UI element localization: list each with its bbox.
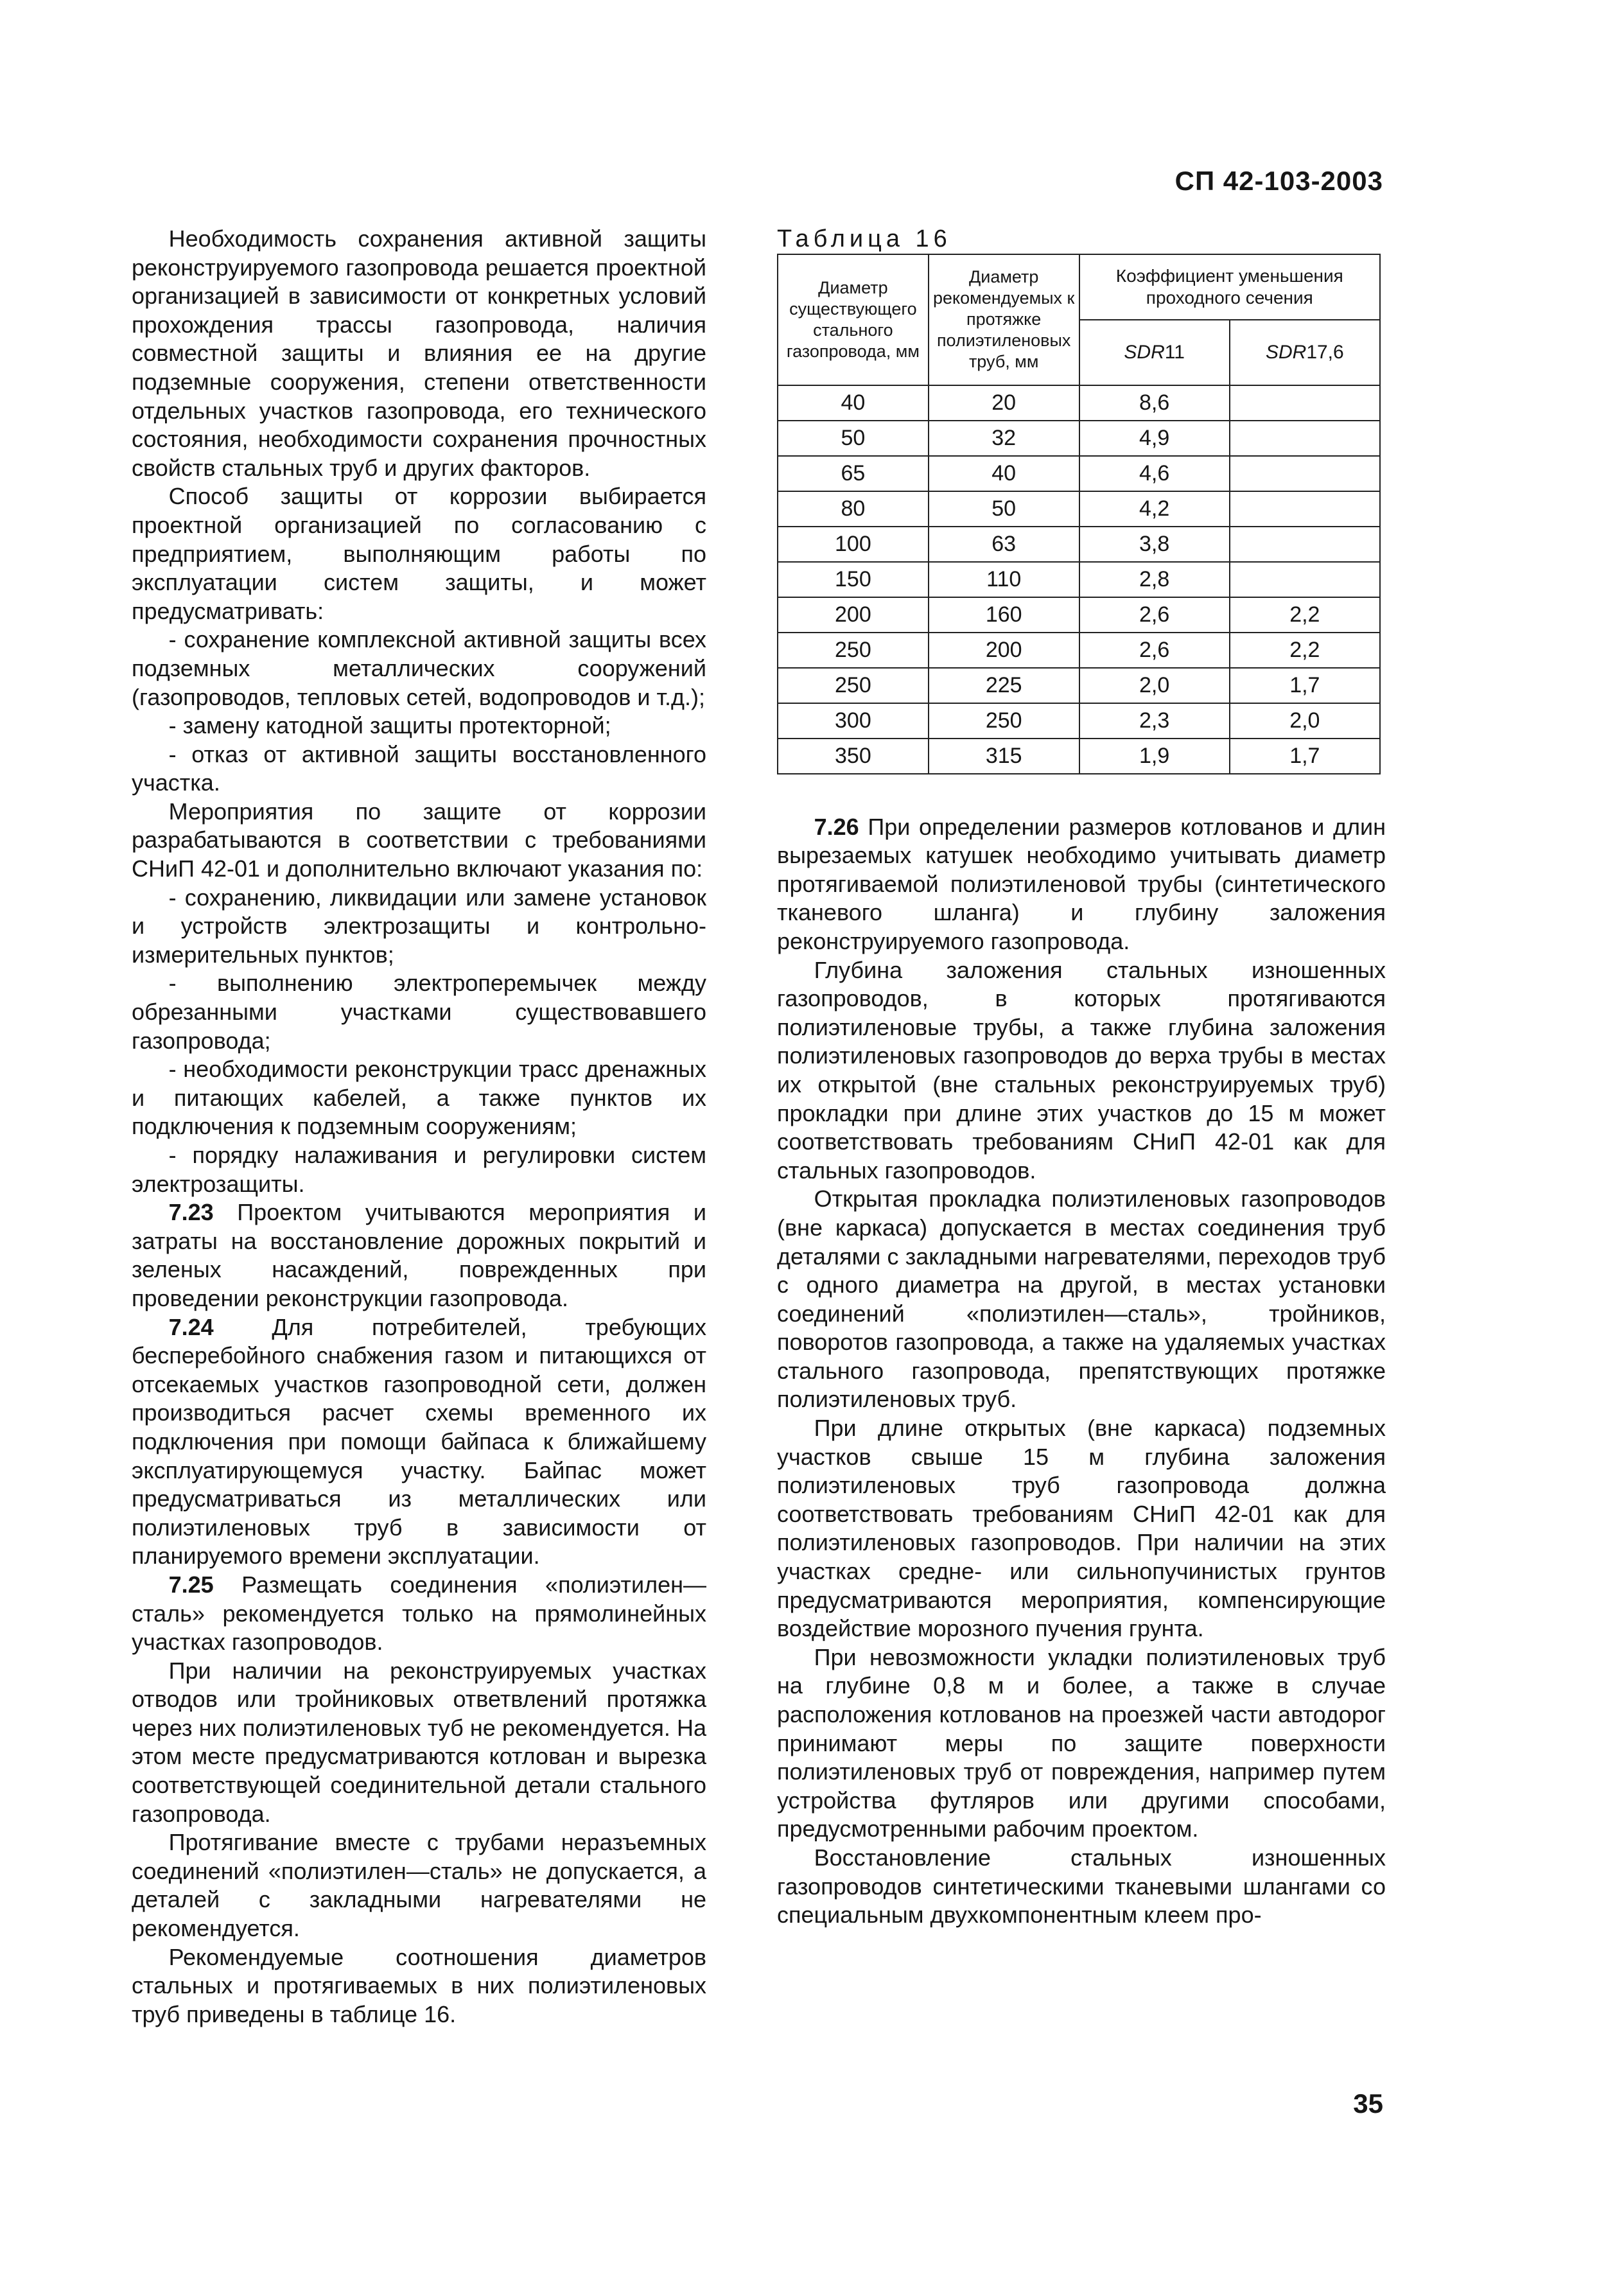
table-cell: 80 (778, 491, 929, 527)
table-row (778, 739, 1380, 774)
table-cell: 40 (778, 385, 929, 421)
right-column (777, 225, 1386, 1930)
paragraph: Необходимость сохранения активной защиты реконструируемого газопровода решается проектной организацией в зависимости от конкретных условий прохождения трассы газопровода, наличия совместной защиты и влияния ее на другие подземные сооружения, степени ответственности отдельных участков газопровода, его технического состояния, необходимости сохранения прочностных свойств стальных труб и других факторов. (132, 225, 706, 481)
header-sdr17-6: SDR17,6 (1230, 320, 1380, 385)
table-row (778, 385, 1380, 421)
table-cell: 2,0 (1079, 668, 1230, 703)
table-cell (1230, 527, 1380, 562)
clause-number: 7.24 (168, 1313, 214, 1340)
table-row (778, 562, 1380, 597)
header-reduction-coefficient: Коэффициент уменьшения проходного сечения (1079, 254, 1380, 320)
header-existing-diameter: Диаметр существующего стального газопровода, мм (778, 254, 929, 385)
paragraph: Мероприятия по защите от коррозии разрабатываются в соответствии с требованиями СНиП 42-01 и дополнительно включают указания по: (132, 798, 706, 882)
table-cell: 200 (929, 633, 1079, 668)
table-cell (1230, 421, 1380, 456)
table-cell: 50 (778, 421, 929, 456)
table-cell: 3,8 (1079, 527, 1230, 562)
table-cell: 63 (929, 527, 1079, 562)
table-cell: 8,6 (1079, 385, 1230, 421)
table-cell: 2,0 (1230, 703, 1380, 739)
table-body (778, 385, 1380, 774)
table-cell: 250 (778, 633, 929, 668)
table-cell: 110 (929, 562, 1079, 597)
clause-7-23: 7.23 Проектом учитываются мероприятия и затраты на восстановление дорожных покрытий и зеленых насаждений, поврежденных при проведении реконструкции газопровода. (132, 1199, 706, 1311)
left-column (132, 225, 706, 2029)
paragraph: Глубина заложения стальных изношенных газопроводов, в которых протягиваются полиэтиленовые трубы, а также глубина заложения полиэтиленовых газопроводов до верха трубы в местах их открытой (вне стальных реконструируемых труб) прокладки при длине этих участков до 15 м может соответствовать требованиям СНиП 42-01 как для стальных газопроводов. (777, 956, 1386, 1184)
clause-number: 7.23 (168, 1199, 214, 1226)
header-sdr11: SDR11 (1079, 320, 1230, 385)
table-cell: 4,2 (1079, 491, 1230, 527)
table-cell: 225 (929, 668, 1079, 703)
list-item: - сохранение комплексной активной защиты всех подземных металлических сооружений (газопроводов, тепловых сетей, водопроводов и т.д.); (132, 626, 706, 710)
table-cell (1230, 562, 1380, 597)
list-item: - замену катодной защиты протекторной; (168, 712, 611, 739)
table-row (778, 597, 1380, 633)
table-cell: 350 (778, 739, 929, 774)
table-cell: 32 (929, 421, 1079, 456)
list-item: - порядку налаживания и регулировки систем электрозащиты. (132, 1142, 706, 1197)
paragraph: Рекомендуемые соотношения диаметров стальных и протягиваемых в них полиэтиленовых труб приведены в таблице 16. (132, 1943, 706, 2027)
table-cell: 65 (778, 456, 929, 491)
table-cell: 4,6 (1079, 456, 1230, 491)
table-cell: 315 (929, 739, 1079, 774)
table-cell: 4,9 (1079, 421, 1230, 456)
table-cell: 150 (778, 562, 929, 597)
table-cell (1230, 456, 1380, 491)
document-code: СП 42-103-2003 (1174, 166, 1383, 196)
list-item: - необходимости реконструкции трасс дренажных и питающих кабелей, а также пунктов их подключения к подземным сооружениям; (132, 1056, 706, 1140)
table-cell (1230, 491, 1380, 527)
paragraph: При наличии на реконструируемых участках отводов или тройниковых ответвлений протяжка через них полиэтиленовых туб не рекомендуется. На этом месте предусматриваются котлован и вырезка соответствующей соединительной детали стального газопровода. (132, 1657, 706, 1827)
table-cell: 300 (778, 703, 929, 739)
clause-7-24: 7.24 Для потребителей, требующих бесперебойного снабжения газом и питающихся от отсекаемых участков газопроводной сети, должен производиться расчет схемы временного их подключения при помощи байпаса к ближайшему эксплуатирующемуся участку. Байпас может предусматриваться из металлических или полиэтиленовых труб в зависимости от планируемого времени эксплуатации. (132, 1313, 706, 1570)
table-cell: 100 (778, 527, 929, 562)
paragraph: Протягивание вместе с трубами неразъемных соединений «полиэтилен—сталь» не допускается, а деталей с закладными нагревателями не рекомендуется. (132, 1829, 706, 1942)
table-cell: 40 (929, 456, 1079, 491)
table-row (778, 491, 1380, 527)
list-item: - выполнению электроперемычек между обрезанными участками существовавшего газопровода; (132, 970, 706, 1054)
table-cell (1230, 385, 1380, 421)
table-row (778, 668, 1380, 703)
paragraph: Открытая прокладка полиэтиленовых газопроводов (вне каркаса) допускается в местах соединения труб деталями с закладными нагревателями, переходов труб с одного диаметра на другой, в местах установки соединений «полиэтилен—сталь», тройников, поворотов газопровода, а также на удаляемых участках стального газопровода, препятствующих протяжке полиэтиленовых труб. (777, 1185, 1386, 1413)
table-cell: 2,8 (1079, 562, 1230, 597)
table-caption: Таблица 16 (777, 225, 952, 252)
table-cell: 2,6 (1079, 597, 1230, 633)
table-cell: 250 (929, 703, 1079, 739)
paragraph: При невозможности укладки полиэтиленовых труб на глубине 0,8 м и более, а также в случае расположения котлованов на проезжей части автодорог принимают меры по защите поверхности полиэтиленовых труб от повреждения, например путем устройства футляров или другими способами, предусмотренными рабочим проектом. (777, 1643, 1386, 1842)
paragraph: Восстановление стальных изношенных газопроводов синтетическими тканевыми шлангами со специальным двухкомпонентным клеем про- (777, 1844, 1386, 1929)
list-item: - отказ от активной защиты восстановленного участка. (132, 740, 706, 796)
table-cell: 1,7 (1230, 739, 1380, 774)
paragraph: При длине открытых (вне каркаса) подземных участков свыше 15 м глубина заложения полиэтиленовых труб газопровода должна соответствовать требованиям СНиП 42-01 как для полиэтиленовых газопроводов. При наличии на этих участках средне- или сильнопучинистых грунтов предусматриваются мероприятия, компенсирующие воздействие морозного пучения грунта. (777, 1415, 1386, 1642)
clause-number: 7.26 (814, 813, 859, 840)
table-row (778, 456, 1380, 491)
table-cell: 2,2 (1230, 597, 1380, 633)
table-cell: 1,7 (1230, 668, 1380, 703)
header-recommended-diameter: Диаметр рекомендуемых к протяжке полиэтиленовых труб, мм (929, 254, 1079, 385)
table-cell: 20 (929, 385, 1079, 421)
table-cell: 200 (778, 597, 929, 633)
table-16 (777, 254, 1381, 774)
list-item: - сохранению, ликвидации или замене установок и устройств электрозащиты и контрольно-измерительных пунктов; (132, 884, 706, 968)
table-cell: 2,3 (1079, 703, 1230, 739)
clause-7-25: 7.25 Размещать соединения «полиэтилен—сталь» рекомендуется только на прямолинейных участках газопроводов. (132, 1571, 706, 1656)
paragraph: Способ защиты от коррозии выбирается проектной организацией по согласованию с предприятием, выполняющим работы по эксплуатации систем защиты, и может предусматривать: (132, 483, 706, 624)
table-cell: 250 (778, 668, 929, 703)
table-cell: 2,2 (1230, 633, 1380, 668)
clause-number: 7.25 (168, 1571, 214, 1598)
table-cell: 2,6 (1079, 633, 1230, 668)
table-row (778, 421, 1380, 456)
clause-7-26: 7.26 При определении размеров котлованов и длин вырезаемых катушек необходимо учитывать диаметр протягиваемой полиэтиленовой трубы (синтетического тканевого шланга) и глубину заложения реконструируемого газопровода. (777, 813, 1386, 954)
table-row (778, 633, 1380, 668)
table-row (778, 703, 1380, 739)
page-number: 35 (1353, 2088, 1383, 2119)
table-row (778, 527, 1380, 562)
table-cell: 160 (929, 597, 1079, 633)
table-cell: 50 (929, 491, 1079, 527)
table-cell: 1,9 (1079, 739, 1230, 774)
